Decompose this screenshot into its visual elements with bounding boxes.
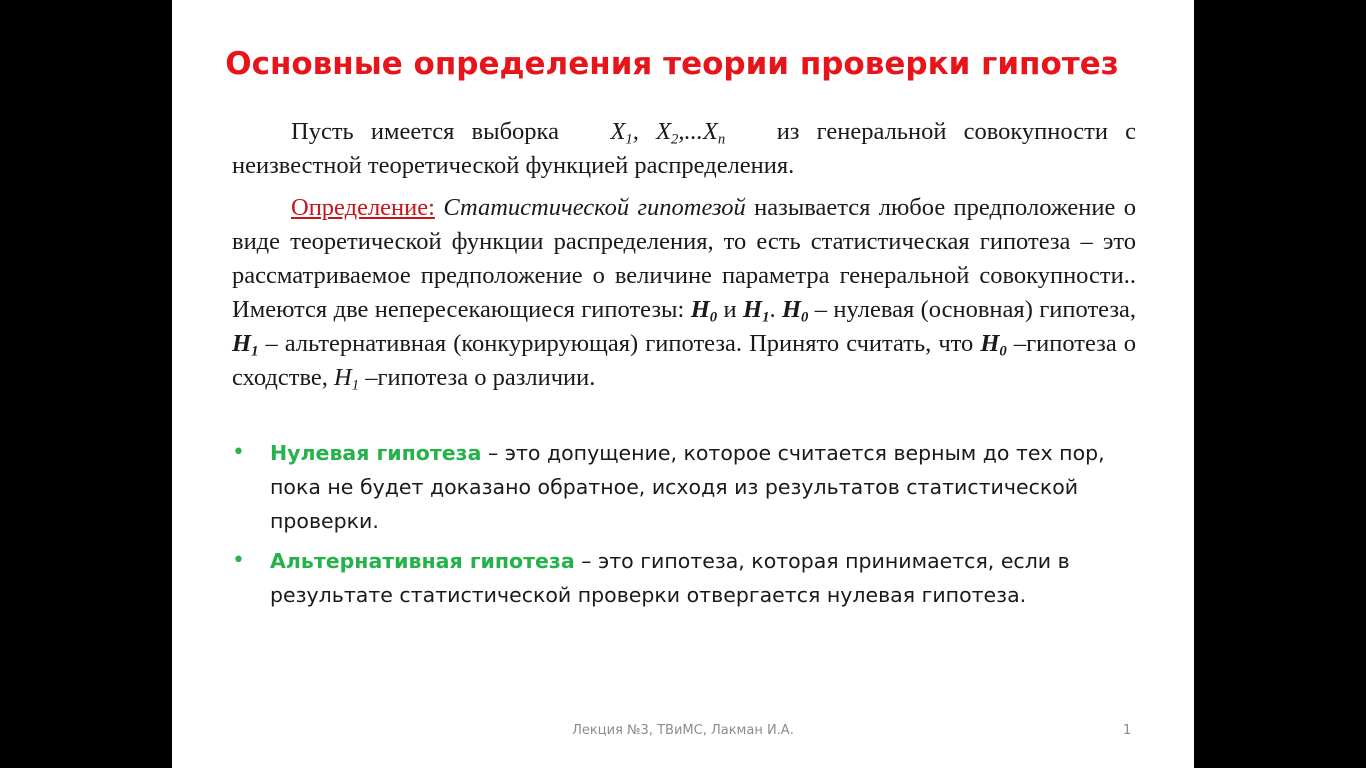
h0-symbol: $H_0$	[980, 330, 1007, 360]
bullet-text: – это допущение, которое считается верным до тех пор, пока не будет доказано обратное, исходя из результатов статистической проверки.	[270, 441, 1105, 533]
sample-formula: $X_1$, $X_2,...X_n$	[610, 118, 726, 148]
h1-symbol: $H_1$	[743, 296, 770, 326]
bullet-text: – это гипотеза, которая принимается, если в результате статистической проверки отвергается нулевая гипотеза.	[270, 549, 1070, 607]
definition-term: Статистической гипотезой	[443, 194, 746, 221]
page-number: 1	[1123, 723, 1132, 738]
h0-symbol: $H_0$	[781, 296, 809, 326]
definition-text-a: называется любое предположение о виде теоретической функции распределения, то есть статистическая гипотеза – это рассматриваемое предположение о величине параметра генеральной совокупности.. Имеются две непересекающиеся гипотезы:	[232, 194, 1137, 323]
slide-footer: Лекция №3, ТВиМС, Лакман И.А.	[572, 723, 794, 738]
intro-text-a: Пусть имеется выборка	[291, 118, 559, 145]
bullet-icon: •	[232, 548, 245, 573]
slide-title: Основные определения теории проверки гипотез	[225, 46, 1119, 82]
bullet-term: Альтернативная гипотеза	[270, 549, 575, 573]
bullet-list	[232, 436, 1112, 618]
h0-symbol: $H_0$	[690, 296, 718, 326]
bullet-term: Нулевая гипотеза	[270, 441, 482, 465]
h1-symbol: $H_1$	[232, 330, 259, 360]
h1-symbol: $H_1$	[334, 364, 360, 394]
list-item	[232, 436, 1112, 538]
definition-paragraph: Определение: Статистической гипотезой называется любое предположение о виде теоретической функции распределения, то есть статистическая гипотеза – это рассматриваемое предположение о величине параметра генеральной совокупности.. Имеются две непересекающиеся гипотезы: $H_0$ и $H_1$. $H_0$ – нулевая (основная) гипотеза, $H_1$ – альтернативная (конкурирующая) гипотеза. Принято считать, что $H_0$ –гипотеза о сходстве, $H_1$ –гипотеза о различии.	[232, 194, 1137, 394]
bullet-icon: •	[232, 440, 245, 465]
definition-label: Определение:	[291, 194, 435, 221]
slide	[172, 0, 1194, 768]
list-item	[232, 544, 1112, 612]
intro-text-b: из генеральной совокупности с неизвестной теоретической функцией распределения.	[232, 118, 1137, 179]
intro-paragraph	[232, 115, 1136, 183]
